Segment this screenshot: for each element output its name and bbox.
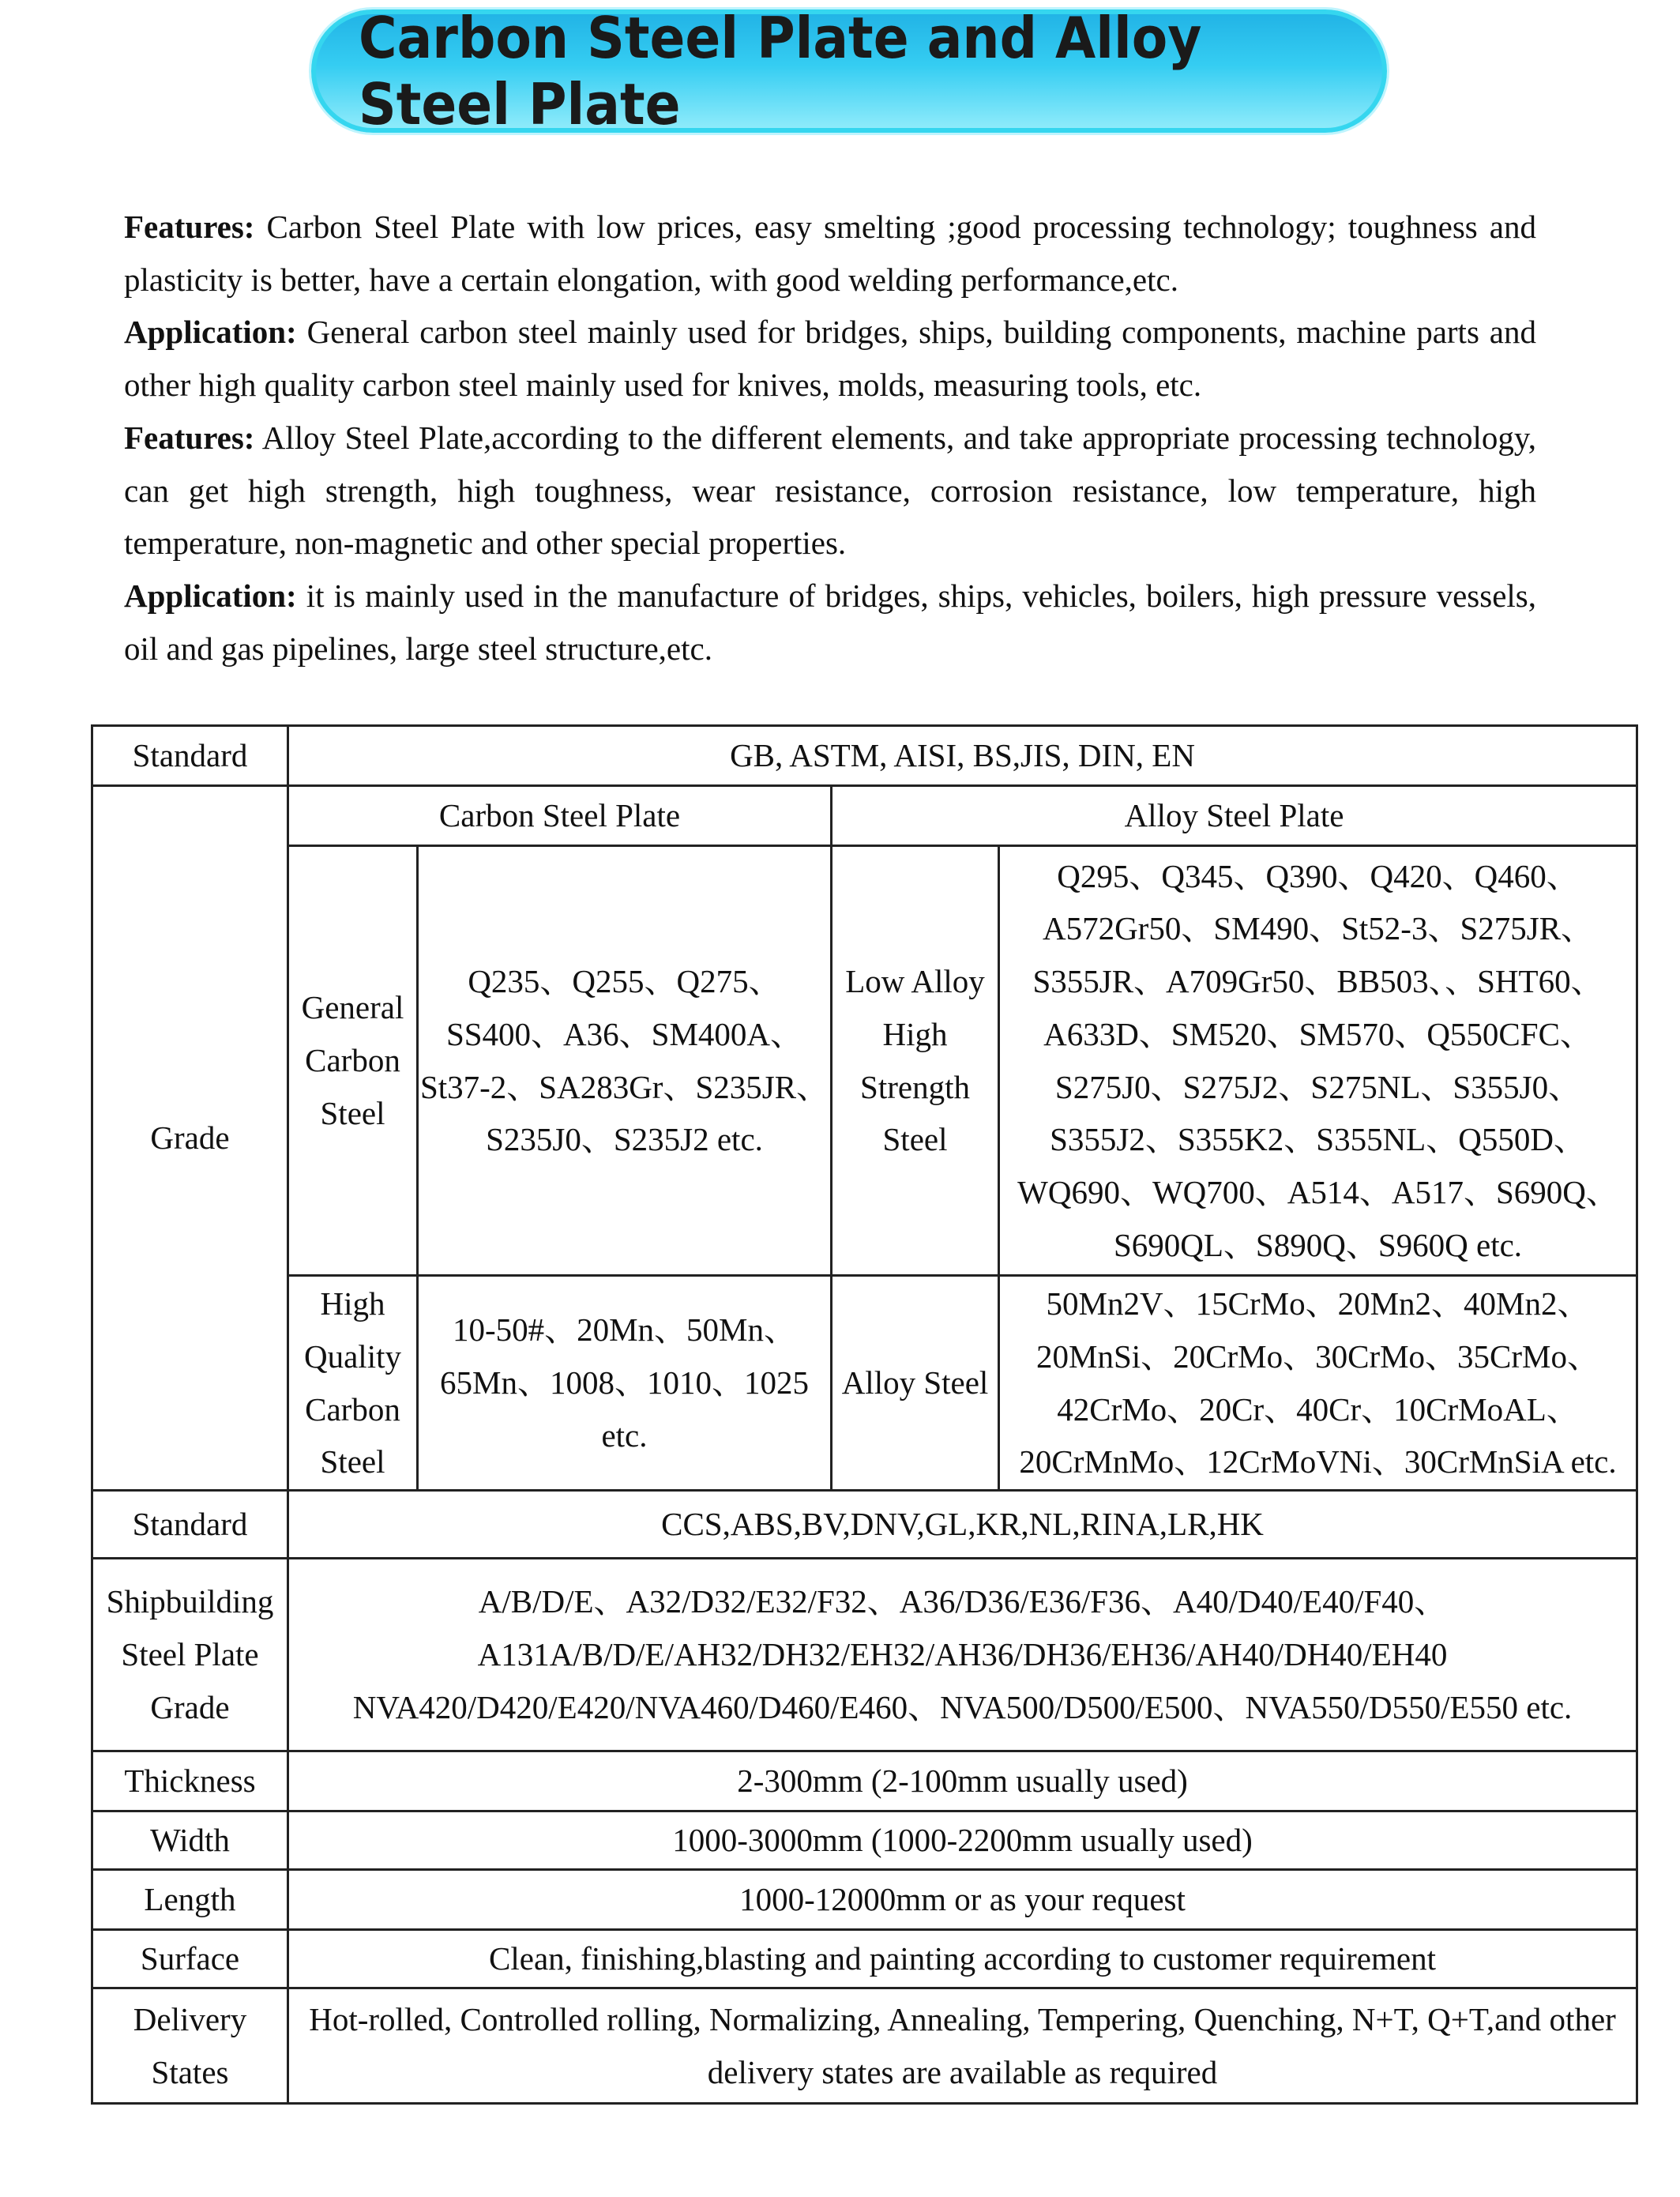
paragraph-text: General carbon steel mainly used for bridges, ships, building components, machine parts and other high quality carbon steel mainly used for knives, molds, measuring tools, etc.: [124, 314, 1536, 404]
delivery-label: Delivery States: [92, 1988, 288, 2104]
thickness-label: Thickness: [92, 1751, 288, 1811]
standard-value: GB, ASTM, AISI, BS,JIS, DIN, EN: [288, 726, 1637, 786]
delivery-value: Hot-rolled, Controlled rolling, Normalizing, Annealing, Tempering, Quenching, N+T, Q+T,and other delivery states are available as required: [288, 1988, 1637, 2104]
alloy-application-paragraph: [124, 570, 1536, 675]
alloy-steel-header: Alloy Steel Plate: [832, 786, 1637, 846]
alloy-features-paragraph: [124, 412, 1536, 570]
table-row: [92, 1276, 1637, 1491]
table-row: [92, 1811, 1637, 1870]
title-banner: [311, 5, 1387, 137]
table-row: [92, 1491, 1637, 1559]
length-value: 1000-12000mm or as your request: [288, 1870, 1637, 1930]
general-carbon-grades: Q235、Q255、Q275、SS400、A36、SM400A、St37-2、SA283Gr、S235JR、S235J0、S235J2 etc.: [418, 846, 832, 1276]
table-row: [92, 726, 1637, 786]
intro-text: [124, 201, 1536, 675]
general-carbon-label: General Carbon Steel: [288, 846, 418, 1276]
table-row: [92, 1751, 1637, 1811]
standard-label: Standard: [92, 726, 288, 786]
hq-carbon-label: High Quality Carbon Steel: [288, 1276, 418, 1491]
table-row: [92, 1870, 1637, 1930]
table-row: [92, 786, 1637, 846]
surface-value: Clean, finishing,blasting and painting according to customer requirement: [288, 1930, 1637, 1988]
ship-grade-label: Shipbuilding Steel Plate Grade: [92, 1559, 288, 1751]
hq-carbon-grades: 10-50#、20Mn、50Mn、65Mn、1008、1010、1025 etc.: [418, 1276, 832, 1491]
paragraph-text: Alloy Steel Plate,according to the different elements, and take appropriate processing technology, can get high strength, high toughness, wear resistance, corrosion resistance, low temperature, high temperature, non-magnetic and other special properties.: [124, 419, 1536, 562]
table-row: [92, 1930, 1637, 1988]
carbon-application-paragraph: [124, 306, 1536, 411]
table-row: [92, 1988, 1637, 2104]
carbon-steel-header: Carbon Steel Plate: [288, 786, 832, 846]
paragraph-label: Features:: [124, 419, 255, 456]
table-row: [92, 846, 1637, 1276]
thickness-value: 2-300mm (2-100mm usually used): [288, 1751, 1637, 1811]
table-row: [92, 1559, 1637, 1751]
length-label: Length: [92, 1870, 288, 1930]
width-value: 1000-3000mm (1000-2200mm usually used): [288, 1811, 1637, 1870]
ship-standard-label: Standard: [92, 1491, 288, 1559]
paragraph-text: it is mainly used in the manufacture of bridges, ships, vehicles, boilers, high pressure vessels, oil and gas pipelines, large steel structure,etc.: [124, 577, 1536, 667]
spec-table: [91, 724, 1638, 2105]
ship-standard-value: CCS,ABS,BV,DNV,GL,KR,NL,RINA,LR,HK: [288, 1491, 1637, 1559]
paragraph-label: Application:: [124, 577, 297, 614]
paragraph-text: Carbon Steel Plate with low prices, easy smelting ;good processing technology; toughness and plasticity is better, have a certain elongation, with good welding performance,etc.: [124, 209, 1536, 298]
surface-label: Surface: [92, 1930, 288, 1988]
low-alloy-grades: Q295、Q345、Q390、Q420、Q460、A572Gr50、SM490、St52-3、S275JR、S355JR、A709Gr50、BB503、、SHT60、A633D、SM520、SM570、Q550CFC、S275J0、S275J2、S275NL、S355J0、S355J2、S355K2、S355NL、Q550D、WQ690、WQ700、A514、A517、S690Q、S690QL、S890Q、S960Q etc.: [999, 846, 1637, 1276]
page-title: Carbon Steel Plate and Alloy Steel Plate: [359, 5, 1202, 137]
low-alloy-label: Low Alloy High Strength Steel: [832, 846, 999, 1276]
paragraph-label: Application:: [124, 314, 297, 351]
alloy-steel-grades: 50Mn2V、15CrMo、20Mn2、40Mn2、20MnSi、20CrMo、30CrMo、35CrMo、42CrMo、20Cr、40Cr、10CrMoAL、20CrMnMo、12CrMoVNi、30CrMnSiA etc.: [999, 1276, 1637, 1491]
width-label: Width: [92, 1811, 288, 1870]
alloy-steel-label: Alloy Steel: [832, 1276, 999, 1491]
ship-grade-value: A/B/D/E、A32/D32/E32/F32、A36/D36/E36/F36、A40/D40/E40/F40、A131A/B/D/E/AH32/DH32/EH32/AH36/DH36/EH36/AH40/DH40/EH40 NVA420/D420/E420/NVA460/D460/E460、NVA500/D500/E500、NVA550/D550/E550 etc.: [288, 1559, 1637, 1751]
grade-label: Grade: [92, 786, 288, 1491]
paragraph-label: Features:: [124, 209, 255, 245]
carbon-features-paragraph: [124, 201, 1536, 306]
